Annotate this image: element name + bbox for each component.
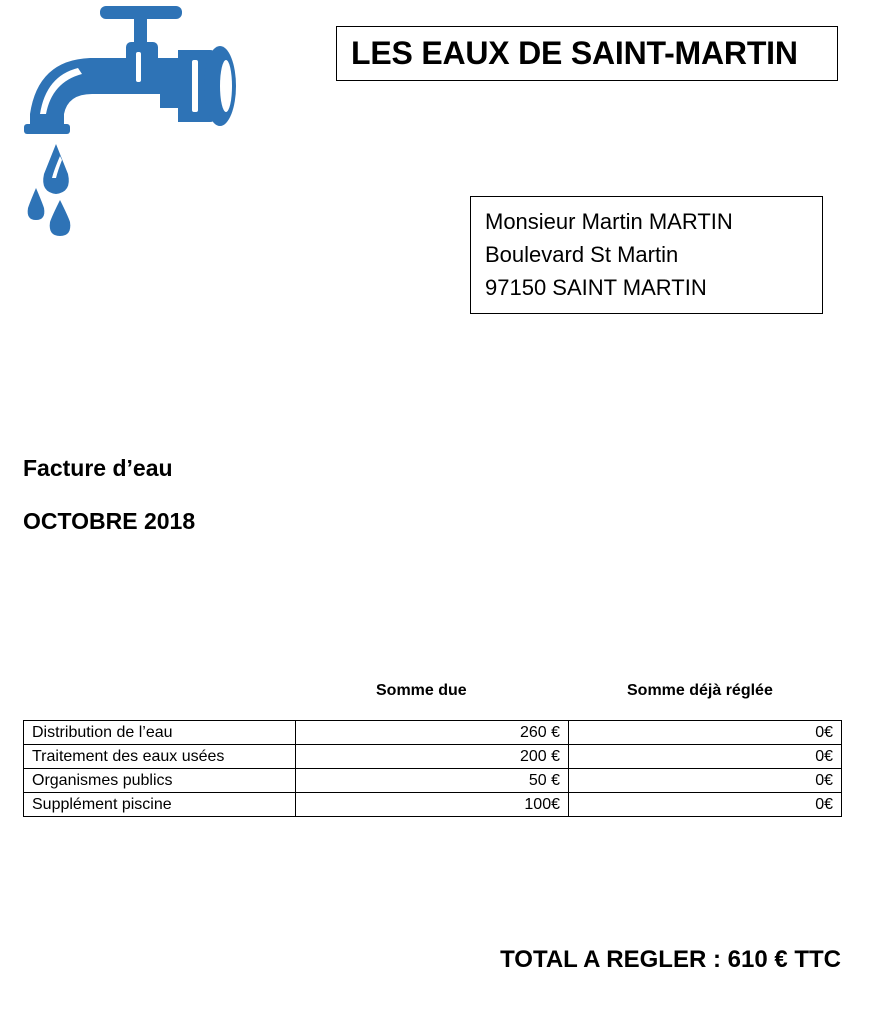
line-amount-due: 50 € [296,769,569,793]
line-amount-due: 260 € [296,721,569,745]
line-amount-due: 100€ [296,793,569,817]
recipient-city: 97150 SAINT MARTIN [485,275,707,300]
line-label: Supplément piscine [24,793,296,817]
line-amount-paid: 0€ [569,721,842,745]
recipient-name: Monsieur Martin MARTIN [485,209,733,234]
column-header-due: Somme due [376,682,467,699]
line-label: Distribution de l’eau [24,721,296,745]
line-amount-paid: 0€ [569,793,842,817]
total-due: TOTAL A REGLER : 610 € TTC [500,946,841,973]
table-row [24,745,842,769]
line-label: Traitement des eaux usées [24,745,296,769]
table-row [24,793,842,817]
company-name: LES EAUX DE SAINT-MARTIN [336,26,838,81]
line-amount-due: 200 € [296,745,569,769]
invoice-lines-table [23,720,842,817]
recipient-address [470,196,823,314]
water-faucet-icon [20,2,240,242]
column-header-paid: Somme déjà réglée [627,682,773,699]
line-amount-paid: 0€ [569,745,842,769]
line-label: Organismes publics [24,769,296,793]
invoice-period: OCTOBRE 2018 [23,508,196,534]
line-amount-paid: 0€ [569,769,842,793]
table-row [24,721,842,745]
invoice-title: Facture d’eau [23,455,173,481]
recipient-street: Boulevard St Martin [485,242,679,267]
table-row [24,769,842,793]
